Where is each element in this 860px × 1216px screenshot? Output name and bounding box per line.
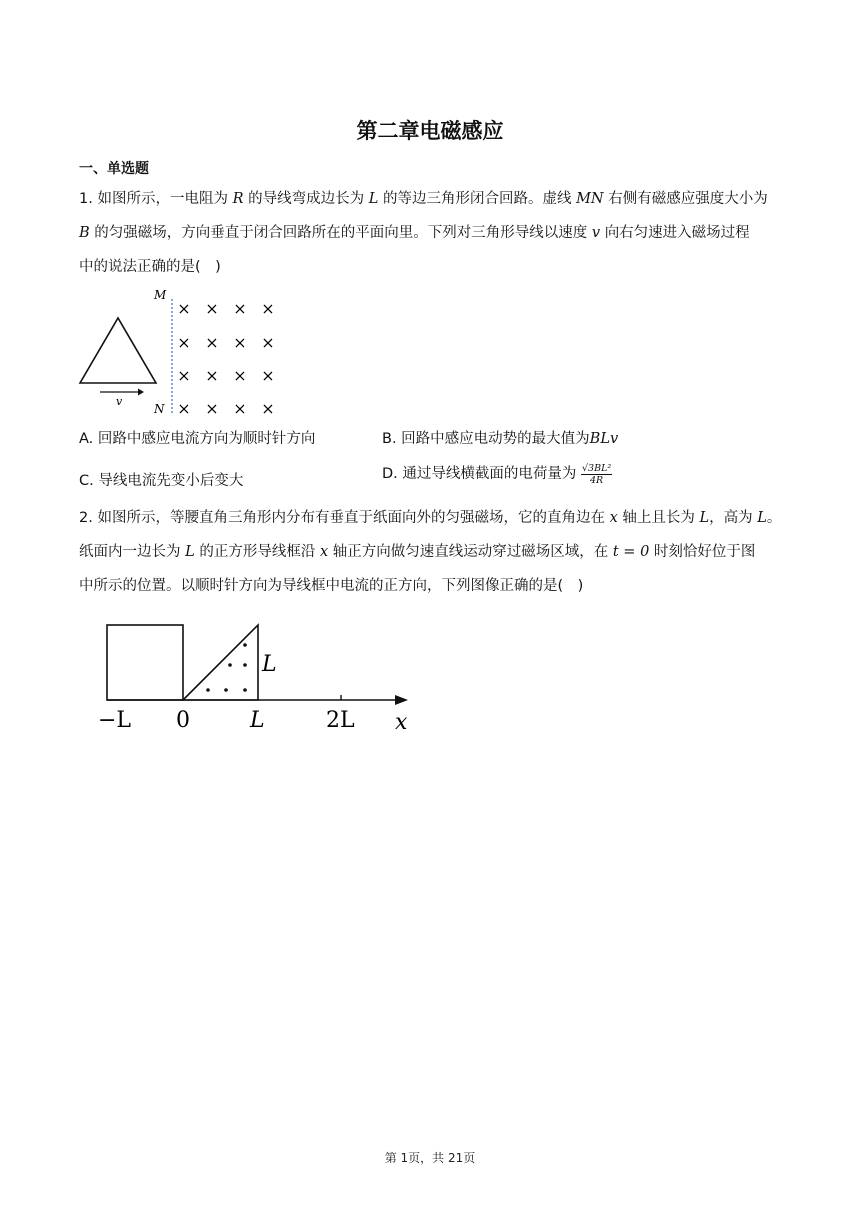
tick-label-L: L [250, 708, 265, 733]
height-label: L [262, 652, 277, 677]
field-cross: × [261, 299, 275, 318]
q1-option-a[interactable]: A. 回路中感应电流方向为顺时针方向 [79, 431, 316, 447]
q2-line-1: 2. 如图所示，等腰直角三角形内分布有垂直于纸面向外的匀强磁场，它的直角边在 x 轴上且长为 L，高为 L。 [79, 510, 782, 526]
field-cross: × [205, 333, 219, 352]
q2-figure [90, 615, 425, 740]
velocity-arrowhead [138, 389, 144, 396]
q1-line-2: B 的匀强磁场，方向垂直于闭合回路所在的平面向里。下列对三角形导线以速度 v 向右匀速进入磁场过程 [79, 225, 750, 241]
label-M: M [154, 288, 167, 302]
tick-label-neg-L: −L [98, 708, 132, 733]
q1-figure [76, 285, 286, 420]
field-cross: × [233, 299, 247, 318]
q1-line-1: 1. 如图所示，一电阻为 R 的导线弯成边长为 L 的等边三角形闭合回路。虚线 MN 右侧有磁感应强度大小为 [79, 191, 768, 207]
tick-label-0: 0 [176, 708, 190, 733]
q1-option-d[interactable]: D. 通过导线横截面的电荷量为 $\frac{\text{√3BL²}}{4R}$ [382, 462, 612, 486]
field-cross: × [233, 333, 247, 352]
q1-line-3: 中的说法正确的是( ) [79, 259, 221, 275]
field-cross: × [233, 366, 247, 385]
charge-fraction: $\frac{\text{√3BL²}}{4R}$ [582, 462, 612, 486]
field-cross: × [261, 366, 275, 385]
field-cross: × [177, 299, 191, 318]
square-loop [107, 625, 183, 700]
tick-label-2L: 2L [326, 708, 355, 733]
page-title: 第二章电磁感应 [356, 119, 504, 143]
field-cross: × [205, 299, 219, 318]
q1-option-b[interactable]: B. 回路中感应电动势的最大值为BLv [382, 431, 619, 447]
section-heading: 一、单选题 [79, 161, 149, 177]
field-cross: × [177, 399, 191, 418]
question-2-text [79, 501, 799, 603]
field-cross: × [205, 366, 219, 385]
label-N: N [154, 402, 165, 416]
magnetic-field-crosses [177, 299, 274, 418]
q2-line-3: 中所示的位置。以顺时针方向为导线框中电流的正方向，下列图像正确的是( ) [79, 578, 584, 594]
q1-option-c[interactable]: C. 导线电流先变小后变大 [79, 473, 244, 489]
field-cross: × [177, 366, 191, 385]
field-cross: × [261, 399, 275, 418]
x-axis-arrowhead [395, 695, 408, 705]
field-cross: × [261, 333, 275, 352]
axis-label-x: x [395, 710, 408, 735]
label-v: v [116, 395, 123, 408]
field-cross: × [177, 333, 191, 352]
magnetic-field-dots [206, 643, 247, 692]
question-1-text [79, 182, 789, 284]
triangle-loop [80, 318, 156, 383]
field-cross: × [205, 399, 219, 418]
field-cross: × [233, 399, 247, 418]
q2-line-2: 纸面内一边长为 L 的正方形导线框沿 x 轴正方向做匀速直线运动穿过磁场区域，在 t = 0 时刻恰好位于图 [79, 544, 756, 560]
field-triangle [183, 625, 258, 700]
page-footer: 第 1页，共 21页 [384, 1151, 476, 1165]
